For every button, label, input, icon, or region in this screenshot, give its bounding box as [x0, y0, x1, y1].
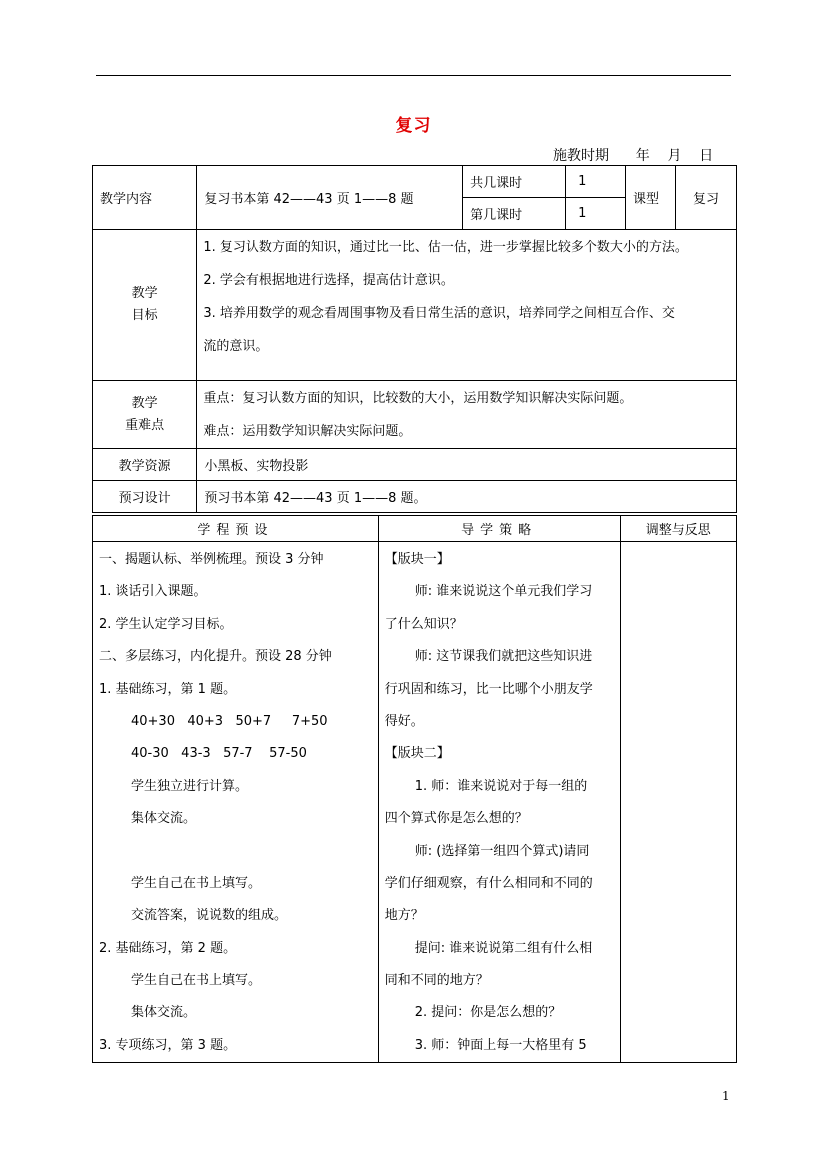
- process-line: 学生自己在书上填写。: [131, 973, 262, 989]
- goal-line: 2. 学会有根据地进行选择，提高估计意识。: [203, 273, 454, 288]
- key-points-label: [93, 381, 197, 449]
- process-line: 40-30 43-3 57-7 57-50: [131, 746, 307, 762]
- process-line: 学生自己在书上填写。: [131, 875, 262, 891]
- strategy-line: 提问: 谁来说说第二组有什么相: [414, 940, 593, 956]
- type-value: 复习: [676, 166, 737, 230]
- period-no-value: 1: [566, 198, 626, 230]
- strategy-line: 同和不同的地方？: [384, 973, 489, 989]
- content-label: 教学内容: [93, 166, 197, 230]
- process-line: 集体交流。: [131, 811, 197, 827]
- content-value: 复习书本第 42——43 页 1——8 题: [197, 166, 463, 230]
- strategy-line: 地方？: [384, 908, 424, 924]
- lesson-plan-table: [92, 515, 737, 1063]
- strategy-line: 得好。: [384, 713, 424, 729]
- process-line: 一、揭题认标、举例梳理。预设 3 分钟: [99, 552, 324, 567]
- goals-label: [93, 230, 197, 381]
- process-line: 集体交流。: [131, 1005, 197, 1021]
- total-periods-value: 1: [566, 166, 626, 198]
- strategy-line: 1. 师：谁来说说对于每一组的: [414, 778, 588, 794]
- key-point: 重点：复习认数方面的知识，比较数的大小，运用数学知识解决实际问题。: [203, 390, 633, 406]
- process-line: 学生独立进行计算。: [131, 778, 249, 794]
- process-line: 2. 基础练习，第 2 题。: [99, 940, 237, 956]
- type-label: 课型: [626, 166, 676, 230]
- page-title: 复习: [395, 116, 432, 136]
- key-points-content: [197, 381, 737, 449]
- process-line: 40+30 40+3 50+7 7+50: [131, 713, 328, 729]
- reflection-column: [620, 542, 736, 1063]
- strategy-column: [378, 542, 620, 1063]
- lesson-info-table: [92, 165, 737, 513]
- process-line: 交流答案，说说数的组成。: [131, 908, 288, 924]
- goals-label-line1: 教学: [131, 286, 158, 301]
- strategy-line: 师: 这节课我们就把这些知识进: [414, 649, 593, 665]
- strategy-line: 2. 提问：你是怎么想的？: [414, 1005, 562, 1021]
- reflection-header: 调整与反思: [620, 516, 736, 542]
- key-points-label-line2: 重难点: [125, 417, 165, 433]
- process-column: [93, 542, 379, 1063]
- strategy-line: 【版块二】: [384, 746, 450, 762]
- period-no-label: 第几课时: [463, 198, 566, 230]
- process-line: 2. 学生认定学习目标。: [99, 616, 233, 632]
- difficult-point: 难点：运用数学知识解决实际问题。: [203, 423, 412, 439]
- preview-value: 预习书本第 42——43 页 1——8 题。: [197, 481, 737, 513]
- goals-content: [197, 230, 737, 381]
- strategy-line: 【版块一】: [384, 552, 450, 567]
- process-header: 学程预设: [93, 516, 379, 542]
- goal-line: 流的意识。: [203, 339, 269, 354]
- process-line: 3. 专项练习，第 3 题。: [99, 1037, 237, 1053]
- process-line: 二、多层练习，内化提升。预设 28 分钟: [99, 649, 332, 665]
- goals-label-line2: 目标: [131, 308, 158, 323]
- strategy-line: 四个算式你是怎么想的？: [384, 811, 528, 827]
- resources-value: 小黑板、实物投影: [197, 449, 737, 481]
- header-rule: [96, 75, 731, 76]
- total-periods-label: 共几课时: [463, 166, 566, 198]
- strategy-line: 师: 谁来说说这个单元我们学习: [414, 584, 593, 600]
- resources-label: 教学资源: [93, 449, 197, 481]
- date-line: 施教时期 年 月 日: [553, 148, 714, 164]
- strategy-line: 3. 师：钟面上每一大格里有 5: [414, 1037, 587, 1053]
- key-points-label-line1: 教学: [131, 395, 158, 411]
- strategy-header: 导学策略: [378, 516, 620, 542]
- goal-line: 1. 复习认数方面的知识，通过比一比、估一估，进一步掌握比较多个数大小的方法。: [203, 240, 688, 255]
- process-line: [93, 836, 378, 868]
- strategy-line: 行巩固和练习，比一比哪个小朋友学: [384, 681, 593, 697]
- goal-line: 3. 培养用数学的观念看周围事物及看日常生活的意识，培养同学之间相互合作、交: [203, 306, 675, 321]
- strategy-line: 学们仔细观察，有什么相同和不同的: [384, 875, 593, 891]
- process-line: 1. 基础练习，第 1 题。: [99, 681, 237, 697]
- preview-label: 预习设计: [93, 481, 197, 513]
- strategy-line: 了什么知识？: [384, 616, 463, 632]
- strategy-line: 师: (选择第一组四个算式)请同: [414, 843, 590, 859]
- page-number: 1: [722, 1089, 730, 1103]
- process-line: 1. 谈话引入课题。: [99, 584, 207, 600]
